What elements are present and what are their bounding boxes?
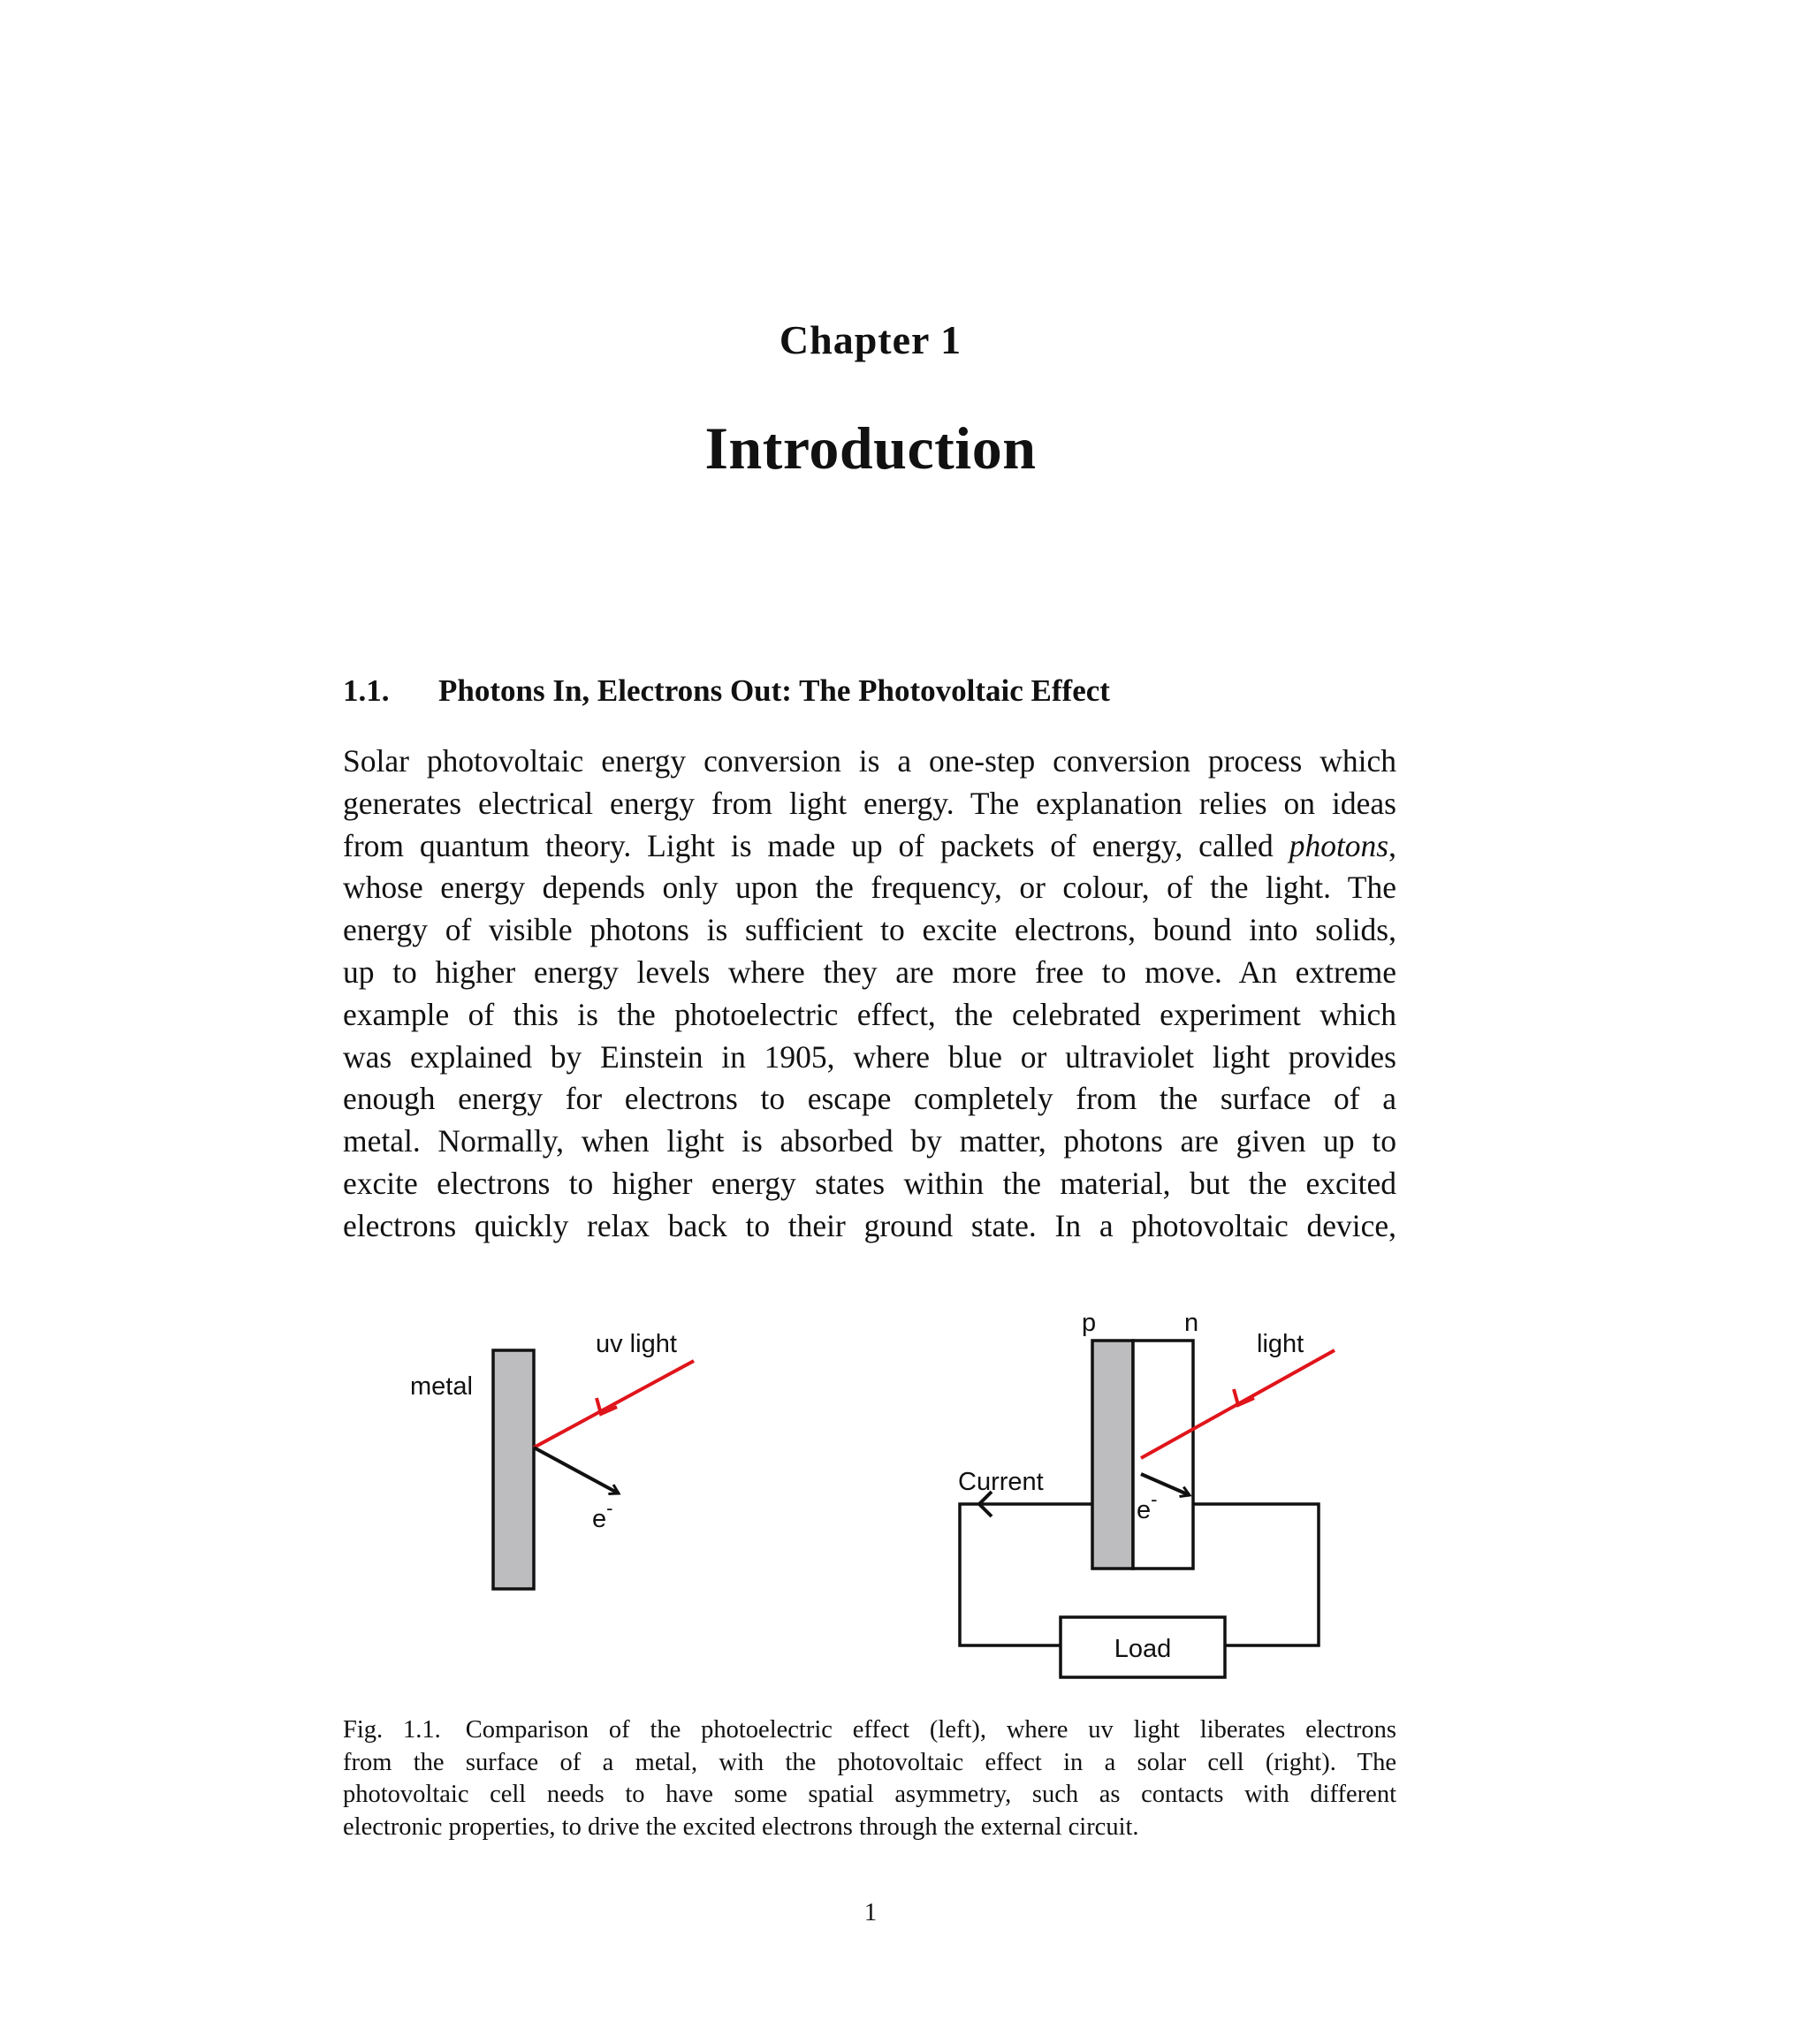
chapter-title: Introduction: [704, 414, 1037, 482]
electron-label: e-: [592, 1497, 613, 1533]
electron-label-pv: e-: [1137, 1488, 1158, 1524]
body-line: electrons quickly relax back to their ground state. In a photovoltaic device,: [343, 1207, 1396, 1243]
uv-light-ray: [534, 1361, 694, 1448]
caption-line: electronic properties, to drive the excited electrons through the external circuit.: [343, 1812, 1139, 1841]
body-line: [343, 825, 1396, 868]
load-label: Load: [1114, 1635, 1172, 1663]
electron-path: [534, 1448, 619, 1493]
caption-line: [343, 1714, 1396, 1747]
n-layer: [1133, 1341, 1193, 1569]
metal-plate: [493, 1350, 534, 1589]
uv-light-label: uv light: [596, 1330, 677, 1358]
page-number: 1: [863, 1898, 878, 1926]
figure-photoelectric-vs-photovoltaic: [371, 1290, 1361, 1688]
caption-line: photovoltaic cell needs to have some spatial asymmetry, such as contacts with different: [343, 1781, 1396, 1809]
body-line: was explained by Einstein in 1905, where blue or ultraviolet light provides: [343, 1038, 1396, 1075]
p-layer: [1092, 1341, 1133, 1569]
caption-line: from the surface of a metal, with the photovoltaic effect in a solar cell (right). The: [343, 1748, 1396, 1776]
body-line: metal. Normally, when light is absorbed by matter, photons are given up to: [343, 1123, 1396, 1159]
section-heading: [343, 673, 1403, 709]
p-layer-label: p: [1082, 1309, 1097, 1337]
emphasis-photons: photons: [1289, 827, 1389, 863]
body-line: whose energy depends only upon the frequency, or colour, of the light. The: [343, 870, 1396, 906]
section-number: 1.1.: [343, 673, 390, 708]
current-label: Current: [958, 1468, 1044, 1496]
chapter-label: Chapter 1: [779, 317, 962, 362]
body-paragraph: [343, 741, 1396, 1248]
emphasis-suffix: ,: [1388, 827, 1396, 863]
figure-caption: [343, 1714, 1396, 1843]
n-layer-label: n: [1184, 1309, 1199, 1337]
body-line: Solar photovoltaic energy conversion is a one-step conversion process which: [343, 743, 1396, 779]
figure-diagram: [371, 1290, 1361, 1688]
body-line: energy of visible photons is sufficient to excite electrons, bound into solids,: [343, 912, 1396, 948]
photovoltaic-diagram: [958, 1309, 1335, 1677]
photoelectric-diagram: [410, 1330, 694, 1589]
body-line-text: from quantum theory. Light is made up of packets of energy, called: [343, 827, 1289, 863]
metal-label: metal: [410, 1372, 473, 1401]
body-line: generates electrical energy from light energy. The explanation relies on ideas: [343, 785, 1396, 821]
body-line: enough energy for electrons to escape completely from the surface of a: [343, 1081, 1396, 1117]
body-line: up to higher energy levels where they are more free to move. An extreme: [343, 954, 1396, 990]
caption-line-text: Comparison of the photoelectric effect (left), where uv light liberates electrons: [465, 1716, 1396, 1744]
figure-label: Fig. 1.1.: [343, 1716, 441, 1744]
light-label: light: [1257, 1330, 1304, 1358]
body-line: example of this is the photoelectric effect, the celebrated experiment which: [343, 996, 1396, 1032]
body-line: excite electrons to higher energy states within the material, but the excited: [343, 1165, 1396, 1201]
section-title: Photons In, Electrons Out: The Photovoltaic Effect: [438, 673, 1110, 708]
